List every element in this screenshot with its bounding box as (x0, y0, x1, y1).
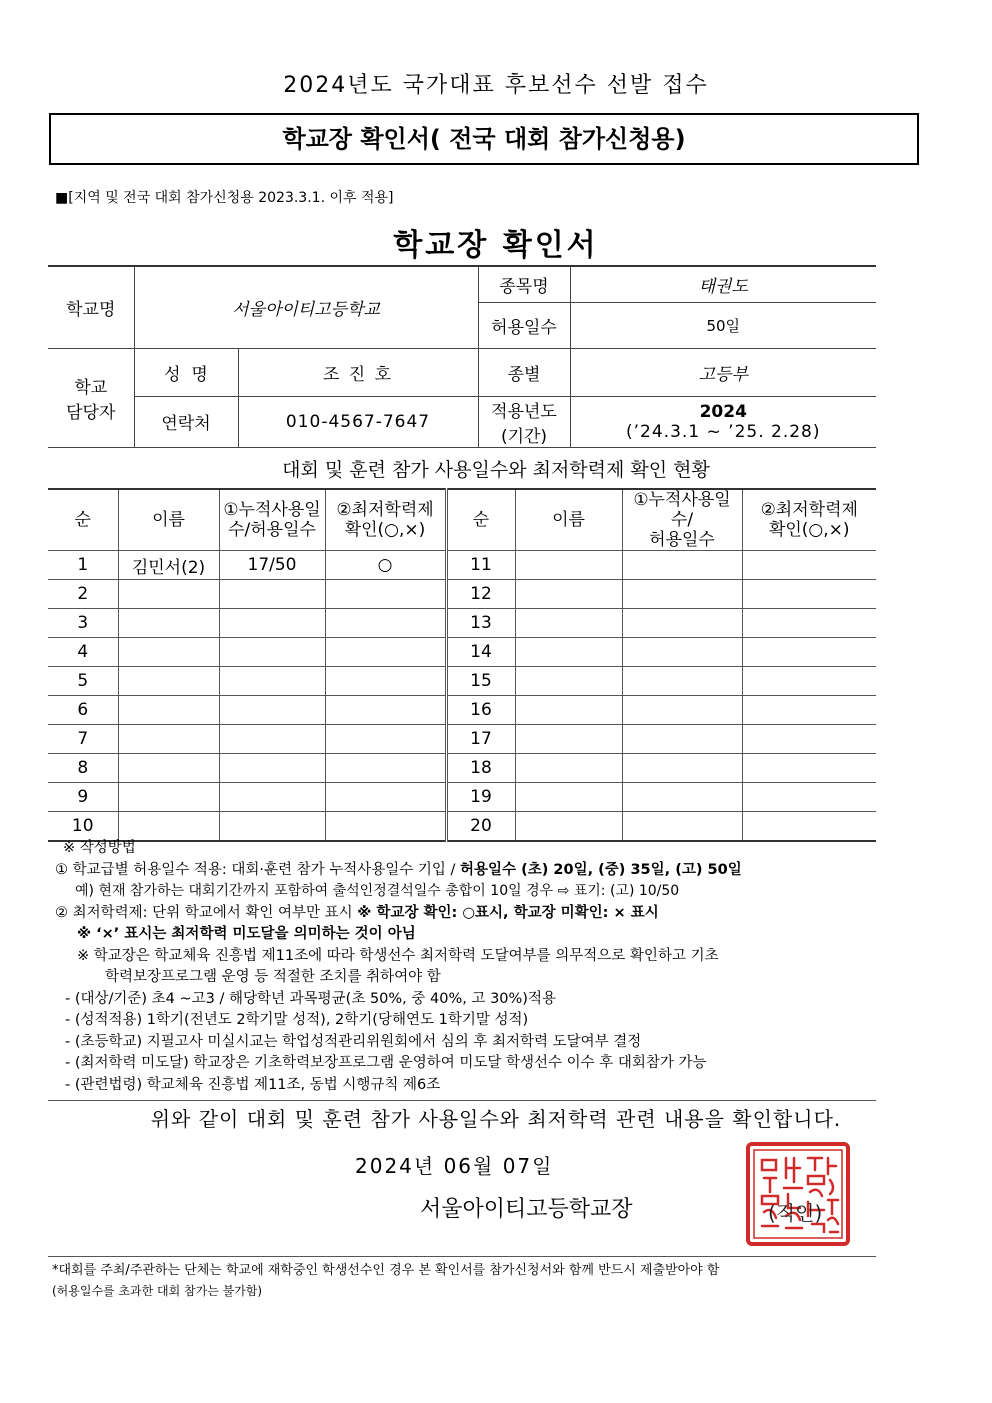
cell-no: 20 (446, 812, 515, 842)
cell-name (118, 580, 219, 609)
cell-name (118, 609, 219, 638)
cell-name (118, 638, 219, 667)
cell-days (219, 696, 325, 725)
cell-name (515, 609, 622, 638)
dash-item: - (대상/기준) 초4 ~고3 / 해당학년 과목평균(초 50%, 중 40%, 고 30%)적용 (65, 990, 556, 1007)
cell-name (118, 725, 219, 754)
cell-days (622, 667, 742, 696)
cell-check (742, 551, 876, 580)
table-row (48, 783, 876, 812)
cell-name (515, 580, 622, 609)
cell-days (219, 783, 325, 812)
instructions (55, 838, 895, 1096)
cell-name (118, 754, 219, 783)
cell-days (219, 580, 325, 609)
footer-note: *대회를 주최/주관하는 단체는 학교에 재학중인 학생선수인 경우 본 확인서를 참가신청서와 함께 반드시 제출받아야 함 (52, 1263, 720, 1278)
table-row (48, 696, 876, 725)
note-2: ※ 학교장은 학교체육 진흥법 제11조에 따라 학생선수 최저학력 도달여부를 의무적으로 확인하고 기초 (77, 947, 719, 964)
cell-name (515, 667, 622, 696)
dash-item: - (관련법령) 학교체육 진흥법 제11조, 동법 시행규칙 제6조 (65, 1076, 441, 1093)
info-table (48, 265, 876, 448)
name-value: 조 진 호 (238, 348, 478, 396)
instruction-2: ② 최저학력제: 단위 학교에서 확인 여부만 표시 ※ 학교장 확인: ○표시, 학교장 미확인: × 표시 (55, 904, 659, 921)
cell-check (325, 812, 446, 842)
cell-name: 김민서(2) (118, 551, 219, 580)
cell-name (515, 638, 622, 667)
cell-days: 17/50 (219, 551, 325, 580)
school-value: 서울아이티고등학교 (134, 266, 478, 348)
cell-days (622, 609, 742, 638)
cell-no: 13 (446, 609, 515, 638)
cell-no: 15 (446, 667, 515, 696)
cell-days (622, 754, 742, 783)
phone-label: 연락처 (134, 396, 238, 447)
cell-name (515, 551, 622, 580)
col-header-days: ①누적사용일 수/허용일수 (219, 489, 325, 551)
table-row (48, 812, 876, 842)
dash-item: - (초등학교) 지필고사 미실시교는 학업성적관리위원회에서 심의 후 최저학력 도달여부 결정 (65, 1033, 642, 1050)
cell-name (118, 696, 219, 725)
cell-no: 2 (48, 580, 118, 609)
cell-check (742, 667, 876, 696)
cell-check (742, 696, 876, 725)
cell-name (515, 725, 622, 754)
col-header-min: ②최저학력제 확인(○,×) (742, 489, 876, 551)
table-row (48, 551, 876, 580)
cell-name (515, 754, 622, 783)
divider (48, 1100, 876, 1101)
cell-days (622, 812, 742, 842)
cell-name (118, 667, 219, 696)
cell-days (219, 725, 325, 754)
cell-check (742, 725, 876, 754)
section-title: 대회 및 훈련 참가 사용일수와 최저학력제 확인 현황 (282, 459, 710, 481)
table-row (48, 667, 876, 696)
seal-label: (직인) (768, 1201, 823, 1225)
cell-days (219, 609, 325, 638)
col-header-no: 순 (446, 489, 515, 551)
cell-days (219, 638, 325, 667)
cell-no: 9 (48, 783, 118, 812)
document-title: 2024년도 국가대표 후보선수 선발 접수 (283, 73, 709, 98)
cell-no: 18 (446, 754, 515, 783)
cell-days (219, 754, 325, 783)
boxed-title: 학교장 확인서( 전국 대회 참가신청용) (49, 113, 919, 165)
cell-days (622, 696, 742, 725)
cell-check (742, 812, 876, 842)
cell-no: 16 (446, 696, 515, 725)
note-1: ※ ‘×’ 표시는 최저학력 미도달을 의미하는 것이 아님 (77, 926, 416, 942)
cell-check (325, 783, 446, 812)
principal-name: 서울아이티고등학교장 (420, 1197, 633, 1222)
cell-no: 12 (446, 580, 515, 609)
applicability-note: ■[지역 및 전국 대회 참가신청용 2023.3.1. 이후 적용] (55, 190, 394, 206)
cell-check (325, 696, 446, 725)
table-row (48, 754, 876, 783)
confirmation-text: 위와 같이 대회 및 훈련 참가 사용일수와 최저학력 관련 내용을 확인합니다. (150, 1107, 842, 1131)
cell-no: 19 (446, 783, 515, 812)
cell-no: 17 (446, 725, 515, 754)
cell-days (622, 551, 742, 580)
table-row (48, 580, 876, 609)
sport-value: 태권도 (570, 266, 876, 302)
divider (48, 1256, 876, 1257)
cell-check (325, 667, 446, 696)
cell-name (118, 783, 219, 812)
cell-check: ○ (325, 551, 446, 580)
cell-no: 8 (48, 754, 118, 783)
date: 2024년 06월 07일 (355, 1154, 554, 1178)
name-label: 성 명 (134, 348, 238, 396)
col-header-min: ②최저학력제 확인(○,×) (325, 489, 446, 551)
cell-check (742, 754, 876, 783)
cell-days (219, 667, 325, 696)
division-value: 고등부 (570, 348, 876, 396)
footer-note-sub: (허용일수를 초과한 대회 참가는 불가함) (52, 1284, 263, 1298)
allowed-days-value: 50일 (570, 302, 876, 348)
instructions-heading: ※ 작성방법 (63, 840, 136, 856)
cell-days (622, 580, 742, 609)
cell-check (325, 609, 446, 638)
cell-no: 3 (48, 609, 118, 638)
cell-check (325, 638, 446, 667)
cell-days (219, 812, 325, 842)
division-label: 종별 (478, 348, 570, 396)
school-label: 학교명 (48, 266, 134, 348)
cell-no: 14 (446, 638, 515, 667)
note-2-cont: 학력보장프로그램 운영 등 적절한 조치를 취하여야 함 (105, 969, 441, 985)
cell-check (742, 609, 876, 638)
cell-check (325, 580, 446, 609)
instruction-1: ① 학교급별 허용일수 적용: 대회·훈련 참가 누적사용일수 기입 / 허용일수 (초) 20일, (중) 35일, (고) 50일 (55, 861, 742, 878)
cell-check (742, 783, 876, 812)
year-label: 적용년도 (기간) (478, 396, 570, 447)
cell-check (742, 580, 876, 609)
cell-no: 7 (48, 725, 118, 754)
cell-days (622, 725, 742, 754)
col-header-days: ①누적사용일수/ 허용일수 (622, 489, 742, 551)
cell-days (622, 783, 742, 812)
instruction-1-example: 예) 현재 참가하는 대회기간까지 포함하여 출석인정결석일수 총합이 10일 경우 ⇨ 표기: (고) 10/50 (75, 883, 680, 899)
contact-label: 학교 담당자 (48, 348, 134, 447)
col-header-name: 이름 (515, 489, 622, 551)
official-seal-icon (742, 1138, 854, 1250)
dash-item: - (성적적용) 1학기(전년도 2학기말 성적), 2학기(당해연도 1학기말 성적) (65, 1012, 529, 1028)
sport-label: 종목명 (478, 266, 570, 302)
dash-item: - (최저학력 미도달) 학교장은 기초학력보장프로그램 운영하여 미도달 학생선수 이수 후 대회참가 가능 (65, 1055, 707, 1071)
cell-name (515, 783, 622, 812)
cell-name (515, 696, 622, 725)
main-title: 학교장 확인서 (393, 228, 599, 263)
cell-no: 1 (48, 551, 118, 580)
phone-value: 010-4567-7647 (238, 396, 478, 447)
table-row (48, 725, 876, 754)
participation-table (48, 488, 876, 842)
cell-no: 4 (48, 638, 118, 667)
cell-check (742, 638, 876, 667)
cell-no: 5 (48, 667, 118, 696)
year-value: 2024 (’24.3.1 ~ ’25. 2.28) (570, 396, 876, 447)
col-header-name: 이름 (118, 489, 219, 551)
table-row (48, 609, 876, 638)
cell-days (622, 638, 742, 667)
allowed-days-label: 허용일수 (478, 302, 570, 348)
table-row (48, 638, 876, 667)
cell-no: 6 (48, 696, 118, 725)
cell-no: 11 (446, 551, 515, 580)
cell-no: 10 (48, 812, 118, 842)
cell-check (325, 725, 446, 754)
cell-name (515, 812, 622, 842)
cell-name (118, 812, 219, 842)
cell-check (325, 754, 446, 783)
col-header-no: 순 (48, 489, 118, 551)
